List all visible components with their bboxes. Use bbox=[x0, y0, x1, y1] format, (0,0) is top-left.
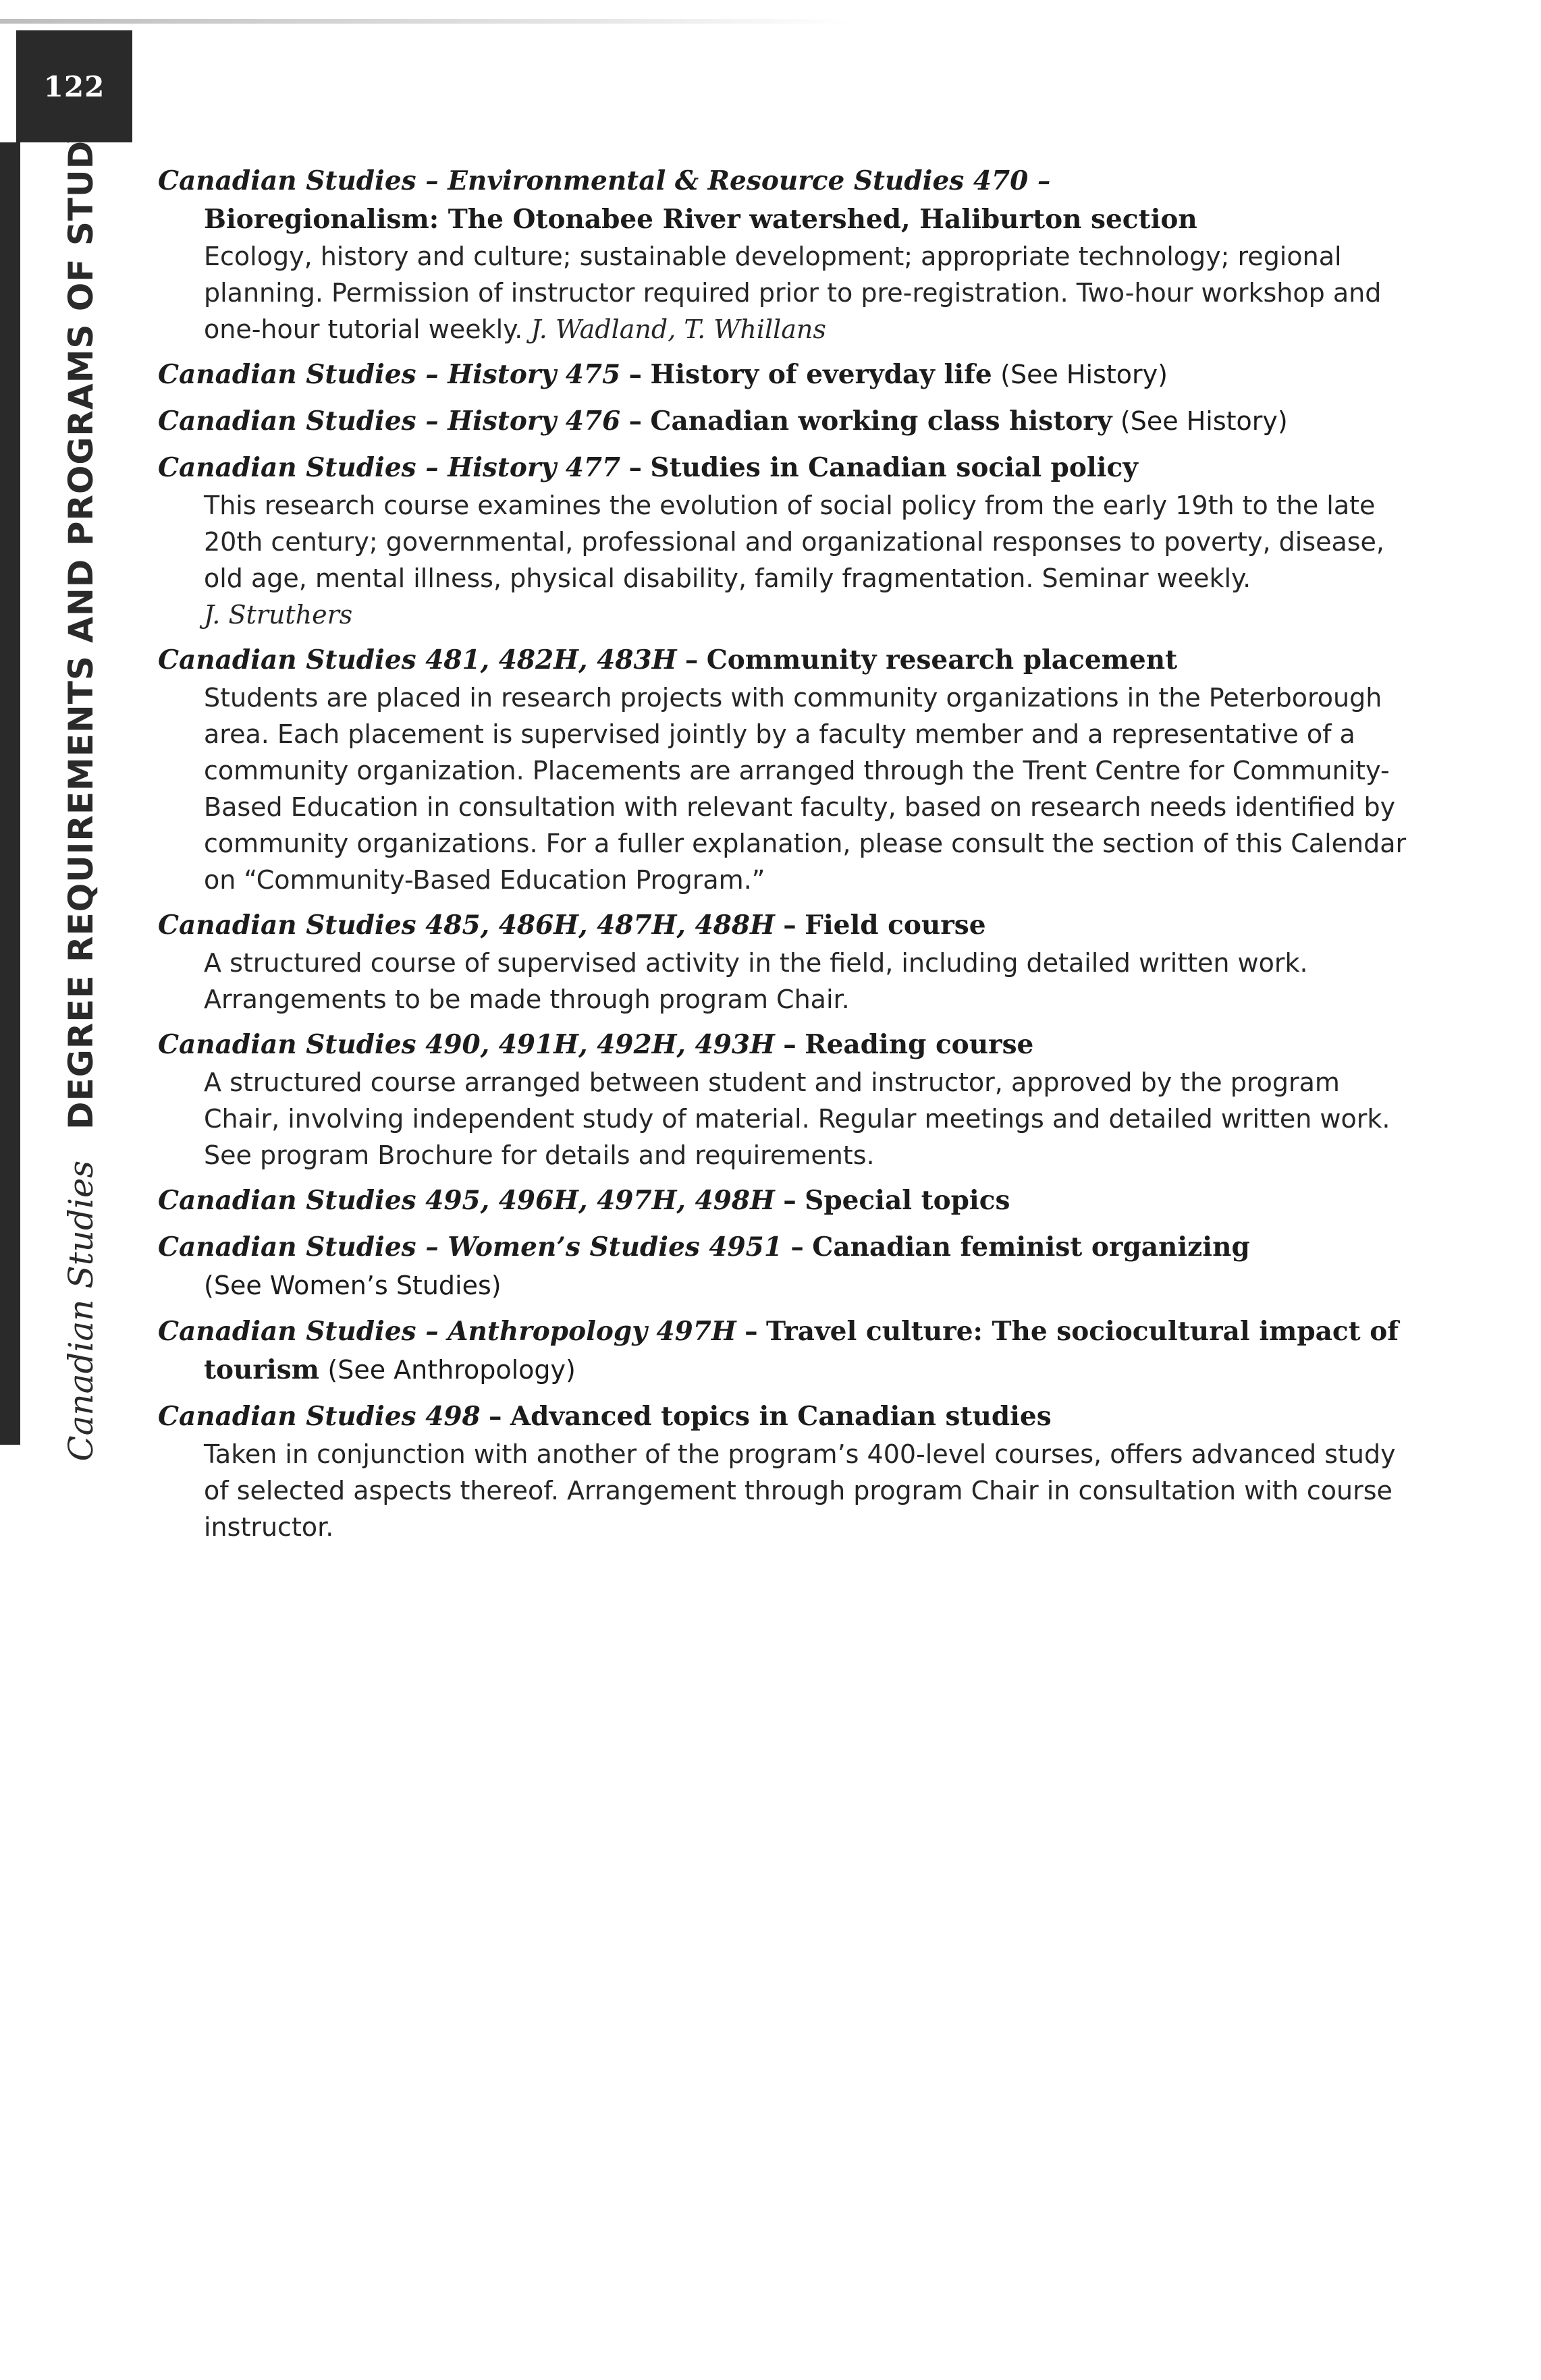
side-label bbox=[61, 117, 101, 1462]
course-title: Reading course bbox=[805, 1029, 1034, 1060]
course-entry bbox=[158, 449, 1413, 633]
course-heading bbox=[158, 906, 1413, 945]
dash-separator: – bbox=[790, 1231, 804, 1263]
course-description-text: Students are placed in research projects with community organizations in the Peterborough area. Each placement is supervised jointly by a faculty member and a representative of a community organization. Placements are arranged through the Trent Centre for Community-Based Education in consultation with relevant faculty, based on research needs identified by community organizations. For a fuller explanation, please consult the section of this Calendar on “Community-Based Education Program.” bbox=[204, 683, 1407, 895]
course-entry bbox=[158, 1397, 1413, 1545]
course-code: Canadian Studies 498 bbox=[158, 1401, 481, 1432]
course-reference: (See Women’s Studies) bbox=[204, 1271, 502, 1300]
course-code: Canadian Studies – Women’s Studies 4951 bbox=[158, 1231, 782, 1263]
top-rule bbox=[0, 19, 850, 24]
course-title: Advanced topics in Canadian studies bbox=[510, 1401, 1052, 1432]
course-entry bbox=[158, 402, 1413, 441]
course-title: Studies in Canadian social policy bbox=[650, 452, 1138, 483]
course-description-text: This research course examines the evolution of social policy from the early 19th to the late 20th century; governmental, professional and organizational responses to poverty, disease, old age, mental illness, physical disability, family fragmentation. Seminar weekly. bbox=[204, 491, 1385, 593]
dash-separator: – bbox=[745, 1316, 758, 1347]
course-code: Canadian Studies – History 477 bbox=[158, 452, 621, 483]
dash-separator: – bbox=[783, 1185, 796, 1216]
dash-separator: – bbox=[783, 910, 796, 941]
course-heading bbox=[158, 1397, 1413, 1436]
course-entry bbox=[158, 1182, 1413, 1220]
course-description bbox=[158, 1064, 1413, 1173]
page-number: 122 bbox=[43, 70, 105, 103]
dash-separator: – bbox=[628, 359, 643, 390]
dash-separator: – bbox=[489, 1401, 502, 1432]
course-code: Canadian Studies – Environmental & Resource Studies 470 – bbox=[158, 165, 1051, 196]
side-label-wrap bbox=[37, 117, 125, 1462]
course-entry bbox=[158, 641, 1413, 898]
course-description bbox=[158, 238, 1413, 348]
course-reference: (See Anthropology) bbox=[327, 1355, 576, 1385]
course-description-text: A structured course arranged between student and instructor, approved by the program Chair, involving independent study of material. Regular meetings and detailed written work. See program Brochure for details and requirements. bbox=[204, 1068, 1390, 1170]
course-heading bbox=[158, 1312, 1413, 1389]
course-instructor: J. Struthers bbox=[204, 600, 353, 630]
course-title: Canadian working class history bbox=[650, 406, 1112, 437]
course-code: Canadian Studies – History 475 bbox=[158, 359, 621, 390]
dash-separator: – bbox=[783, 1029, 796, 1060]
side-bar bbox=[0, 142, 20, 1445]
course-code: Canadian Studies – History 476 bbox=[158, 406, 621, 437]
course-title: History of everyday life bbox=[650, 359, 992, 390]
course-code: Canadian Studies 485, 486H, 487H, 488H bbox=[158, 910, 775, 941]
course-heading bbox=[158, 1182, 1413, 1220]
course-heading bbox=[158, 356, 1413, 394]
course-entry bbox=[158, 162, 1413, 348]
course-entry bbox=[158, 356, 1413, 394]
dash-separator: – bbox=[684, 644, 699, 675]
side-label-department: Canadian Studies bbox=[61, 1160, 101, 1462]
course-description-text: Taken in conjunction with another of the program’s 400-level courses, offers advanced study of selected aspects thereof. Arrangement through program Chair in consultation with course instructor. bbox=[204, 1439, 1396, 1542]
course-description bbox=[158, 680, 1413, 898]
dash-separator: – bbox=[628, 406, 643, 437]
course-heading bbox=[158, 162, 1413, 238]
course-title: Field course bbox=[805, 910, 986, 941]
course-heading bbox=[158, 402, 1413, 441]
course-description bbox=[158, 487, 1413, 633]
course-reference: (See History) bbox=[1120, 406, 1288, 436]
course-description bbox=[158, 1436, 1413, 1545]
course-entry bbox=[158, 1312, 1413, 1389]
course-heading bbox=[158, 449, 1413, 487]
side-label-section: DEGREE REQUIREMENTS AND PROGRAMS OF STUDY bbox=[61, 117, 101, 1130]
course-instructor: J. Wadland, T. Whillans bbox=[531, 314, 826, 344]
course-code: Canadian Studies 481, 482H, 483H bbox=[158, 644, 677, 675]
course-title: Travel culture: The sociocultural impact of tourism bbox=[204, 1316, 1399, 1385]
course-heading bbox=[158, 641, 1413, 680]
course-title: Community research placement bbox=[706, 644, 1178, 675]
course-heading bbox=[158, 1228, 1413, 1304]
course-entry bbox=[158, 906, 1413, 1018]
course-code: Canadian Studies 495, 496H, 497H, 498H bbox=[158, 1185, 775, 1216]
course-title: Special topics bbox=[805, 1185, 1010, 1216]
course-description-text: Ecology, history and culture; sustainable development; appropriate technology; regional planning. Permission of instructor required prior to pre-registration. Two-hour workshop and one-hour tutorial weekly. bbox=[204, 242, 1382, 344]
course-heading bbox=[158, 1026, 1413, 1064]
course-code: Canadian Studies – Anthropology 497H bbox=[158, 1316, 736, 1347]
course-list bbox=[158, 162, 1413, 1553]
course-description-text: A structured course of supervised activity in the field, including detailed written work. Arrangements to be made through program Chair. bbox=[204, 948, 1308, 1014]
course-entry bbox=[158, 1026, 1413, 1173]
course-reference: (See History) bbox=[1000, 360, 1168, 389]
dash-separator: – bbox=[628, 452, 643, 483]
course-title: Canadian feminist organizing bbox=[812, 1231, 1250, 1263]
course-title: Bioregionalism: The Otonabee River watershed, Haliburton section bbox=[204, 204, 1197, 235]
course-code: Canadian Studies 490, 491H, 492H, 493H bbox=[158, 1029, 775, 1060]
course-entry bbox=[158, 1228, 1413, 1304]
course-description bbox=[158, 945, 1413, 1018]
